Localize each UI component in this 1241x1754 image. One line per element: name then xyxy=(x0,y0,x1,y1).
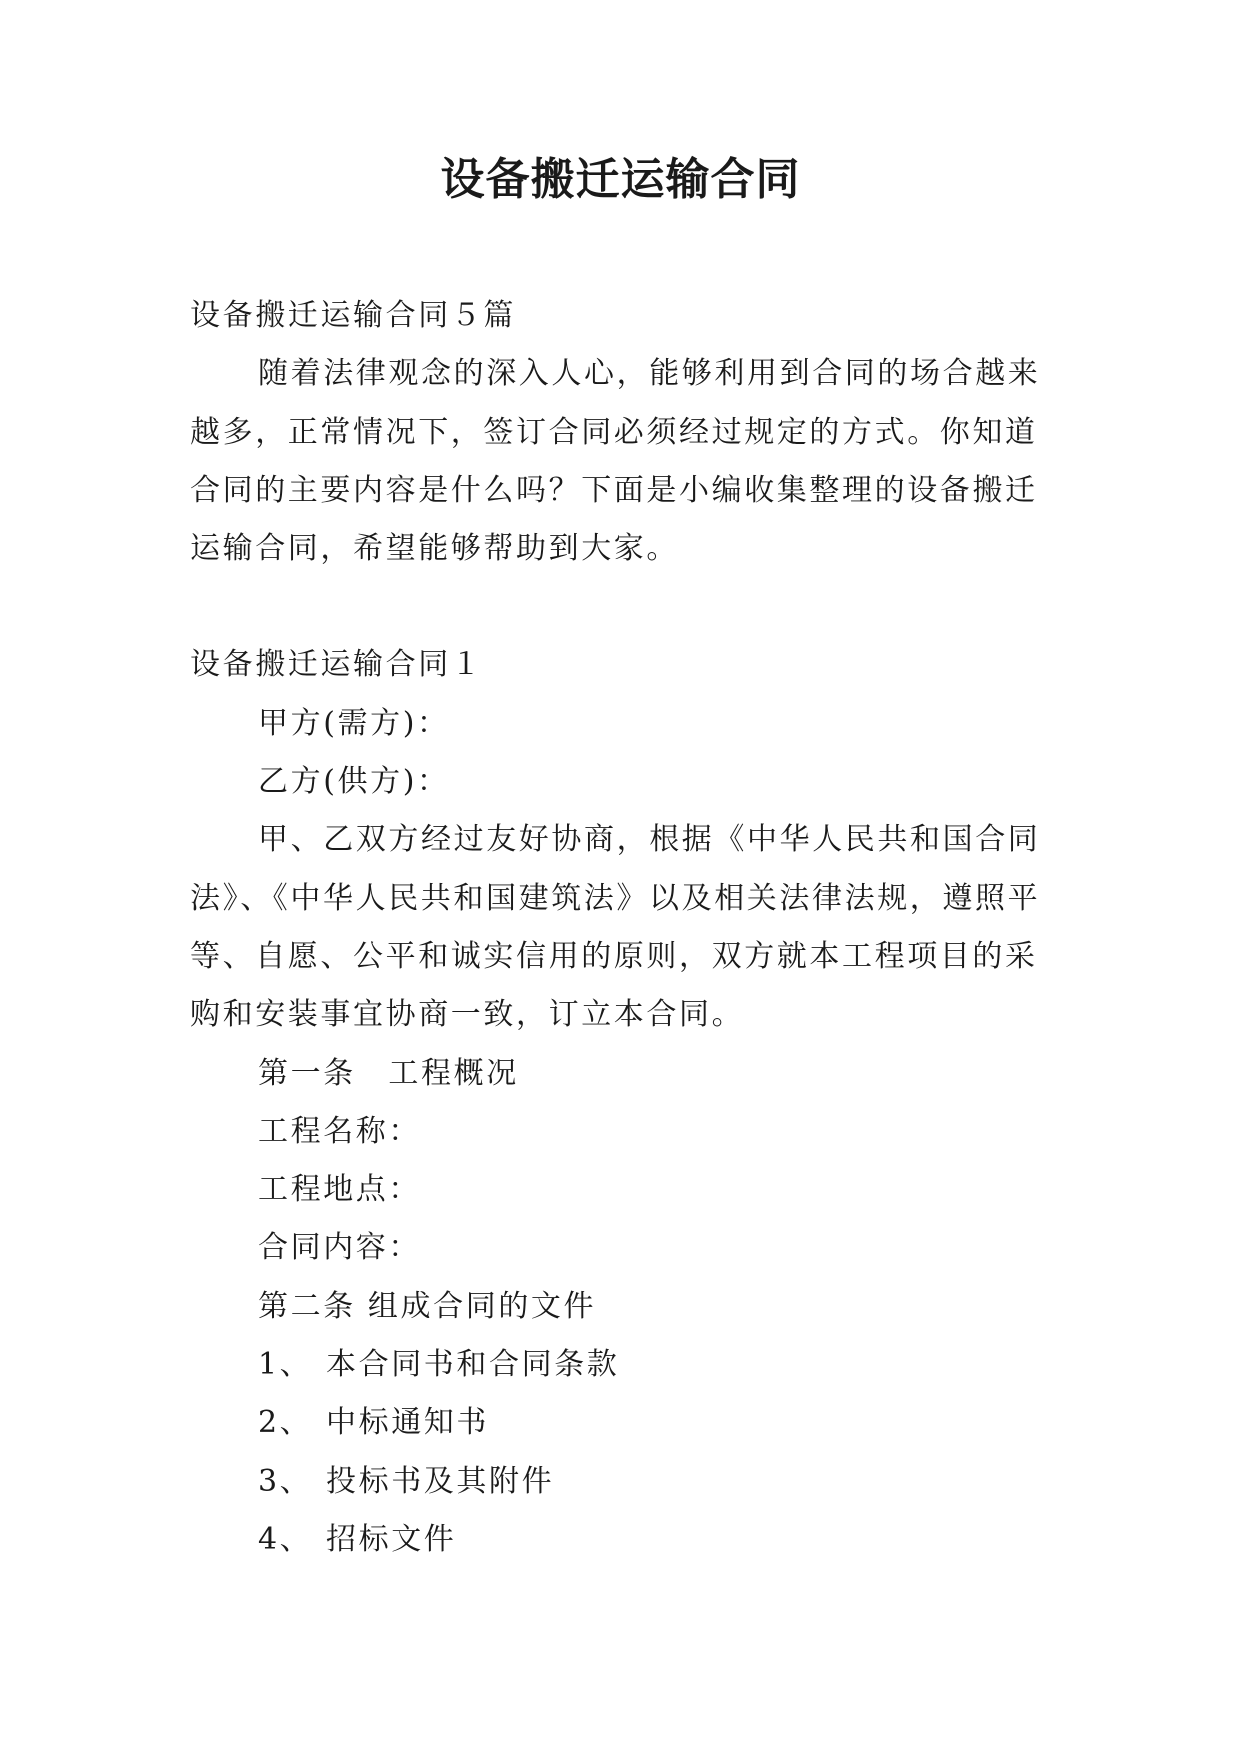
document-list-item xyxy=(190,1453,1060,1511)
intro-heading: 设备搬迁运输合同５篇 xyxy=(190,298,516,333)
list-item-text: 中标通知书 xyxy=(326,1405,489,1441)
list-item-number: 2、 xyxy=(258,1405,313,1441)
party-a-line: 甲方(需方)： xyxy=(258,705,450,741)
list-item-number: 4、 xyxy=(258,1521,313,1557)
document-title: 设备搬迁运输合同 xyxy=(440,154,801,205)
document-list-item xyxy=(190,1336,1060,1394)
article-1-title: 第一条 工程概况 xyxy=(258,1055,519,1091)
intro-paragraph: 随着法律观念的深入人心，能够利用到合同的场合越来越多，正常情况下，签订合同必须经过规定的方式。你知道合同的主要内容是什么吗？下面是小编收集整理的设备搬迁运输合同，希望能够帮助到大家。 xyxy=(190,356,1041,567)
list-item-text: 招标文件 xyxy=(326,1521,457,1557)
party-b-line: 乙方(供方)： xyxy=(258,764,450,800)
list-item-text: 投标书及其附件 xyxy=(326,1463,555,1499)
list-item-number: 1、 xyxy=(258,1347,313,1383)
preamble-paragraph: 甲、乙双方经过友好协商，根据《中华人民共和国合同法》、《中华人民共和国建筑法》以及相关法律法规，遵照平等、自愿、公平和诚实信用的原则，双方就本工程项目的采购和安装事宜协商一致，订立本合同。 xyxy=(190,822,1041,1033)
project-name-line: 工程名称： xyxy=(258,1113,421,1149)
list-item-text: 本合同书和合同条款 xyxy=(326,1347,620,1383)
contract-content-line: 合同内容： xyxy=(258,1230,421,1266)
contract-1-heading: 设备搬迁运输合同１ xyxy=(190,647,484,683)
document-body xyxy=(190,287,1060,1569)
list-item-number: 3、 xyxy=(258,1463,313,1499)
document-list-item xyxy=(190,1394,1060,1452)
article-2-title: 第二条 组成合同的文件 xyxy=(258,1288,597,1324)
document-list-item xyxy=(190,1511,1060,1569)
project-location-line: 工程地点： xyxy=(258,1172,421,1208)
